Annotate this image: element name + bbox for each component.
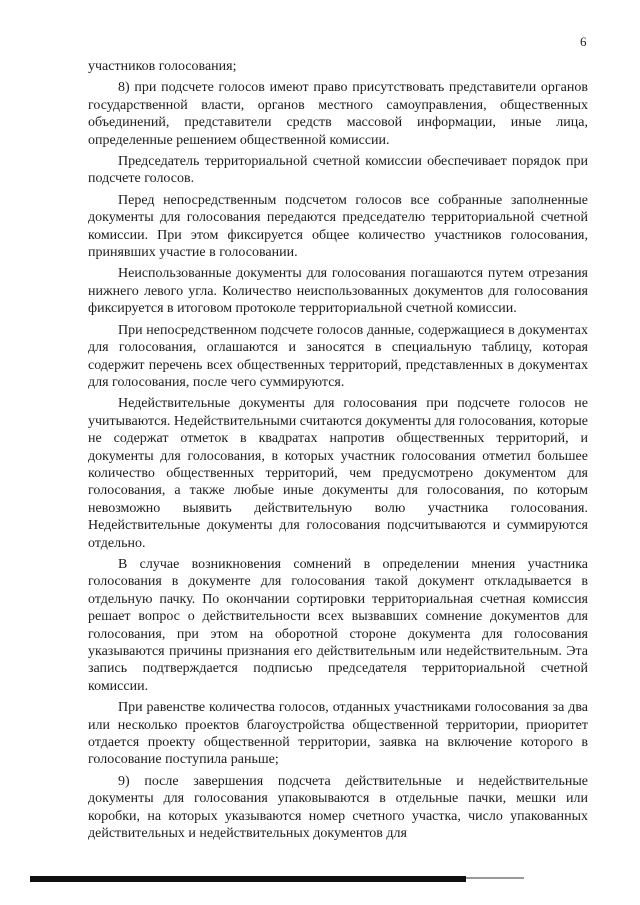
paragraph-doubtful-documents: В случае возникновения сомнений в определении мнения участника голосования в документе для голосования такой документ откладывается в отдельную пачку. По окончании сортировки территориальная счетная комиссия решает вопрос о действительности всех вызвавших сомнение документов для голосования, при этом на оборотной стороне документа для голосования указываются причины признания его действительным или недействительным. Эта запись подтверждается подписью председателя территориальной счетной комиссии.	[88, 556, 588, 694]
document-body	[88, 58, 588, 846]
paragraph-invalid-documents: Недействительные документы для голосования при подсчете голосов не учитываются. Недействительными считаются документы для голосования, которые не содержат отметок в квадратах напротив общественных территорий, и документы для голосования, в которых участник голосования отметил большее количество общественных территорий, чем предусмотрено документом для голосования, а также любые иные документы для голосования, по которым невозможно выявить действительную волю участника голосования. Недействительные документы для голосования подсчитываются и суммируются отдельно.	[88, 396, 588, 551]
scan-edge-tail	[466, 877, 524, 879]
paragraph-item-9-packing: 9) после завершения подсчета действительные и недействительные документы для голосования упаковываются в отдельные пачки, мешки или коробки, на которых указываются номер счетного участка, число упакованных действительных и недействительных документов для	[88, 773, 588, 842]
page-number: 6	[580, 34, 587, 49]
scan-edge-bar	[30, 876, 466, 882]
paragraph-chairman-order: Председатель территориальной счетной комиссии обеспечивает порядок при подсчете голосов.	[88, 154, 588, 187]
paragraph-item-8-observers: 8) при подсчете голосов имеют право присутствовать представители органов государственной власти, органов местного самоуправления, общественных объединений, представители средств массовой информации, иные лица, определенные решением общественной комиссии.	[88, 80, 588, 148]
paragraph-direct-counting: При непосредственном подсчете голосов данные, содержащиеся в документах для голосования, оглашаются и заносятся в специальную таблицу, которая содержит перечень всех общественных территорий, представленных в документах для голосования, после чего суммируются.	[88, 322, 588, 390]
paragraph-unused-documents: Неиспользованные документы для голосования погашаются путем отрезания нижнего левого угла. Количество неиспользованных документов для голосования фиксируется в итоговом протоколе территориальной счетной комиссии.	[88, 266, 588, 317]
paragraph-equal-votes: При равенстве количества голосов, отданных участниками голосования за два или несколько проектов благоустройства общественной территории, приоритет отдается проекту общественной территории, заявка на включение которого в голосование поступила раньше;	[88, 700, 588, 768]
paragraph-voters-tail: участников голосования;	[88, 59, 237, 74]
paragraph-before-counting: Перед непосредственным подсчетом голосов все собранные заполненные документы для голосования передаются председателю территориальной счетной комиссии. При этом фиксируется общее количество участников голосования, принявших участие в голосовании.	[88, 192, 588, 261]
